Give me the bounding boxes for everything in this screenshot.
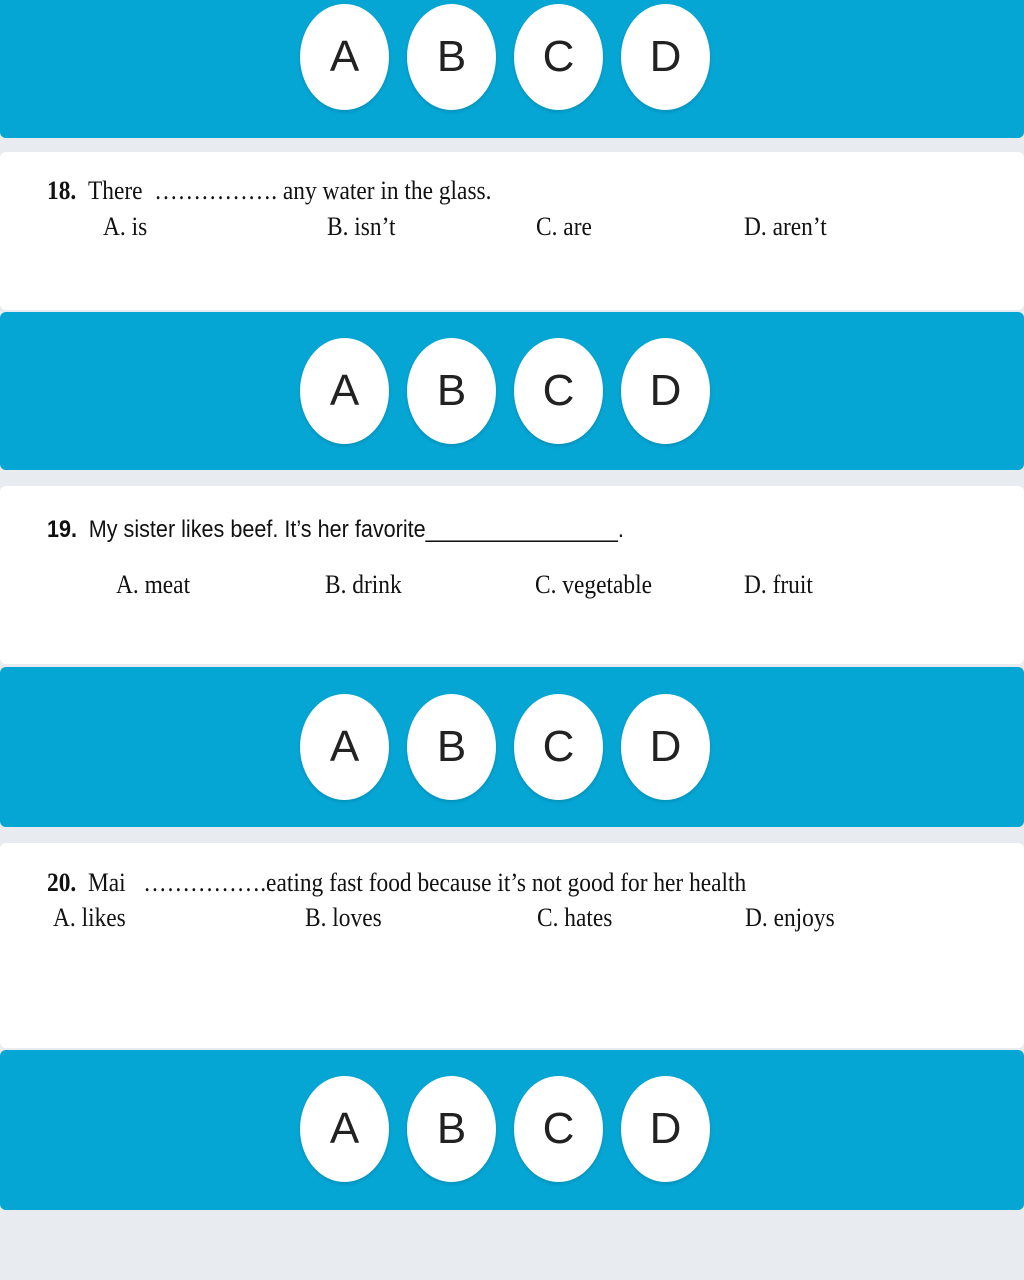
choice-a-button[interactable]: A [300,694,389,800]
option-a: A. meat [116,570,191,599]
option-a: A. is [103,212,148,241]
answer-bar-19 [0,667,1024,827]
option-d: D. enjoys [745,903,835,932]
option-a: A. likes [53,903,126,932]
choice-row [300,1076,712,1184]
choice-d-button[interactable]: D [621,4,710,110]
choice-b-button[interactable]: B [407,694,496,800]
choice-c-button[interactable]: C [514,694,603,800]
question-text [47,514,624,544]
question-card-18 [0,152,1024,310]
question-card-19 [0,486,1024,664]
choice-row [300,338,712,446]
choice-b-button[interactable]: B [407,338,496,444]
option-c: C. hates [537,903,613,932]
answer-bar-18 [0,312,1024,470]
choice-b-button[interactable]: B [407,1076,496,1182]
answer-blank: ……………. [143,868,267,897]
question-number: 18. [47,176,77,205]
choice-c-button[interactable]: C [514,4,603,110]
answer-bar-17 [0,0,1024,138]
answer-blank: ________________ [425,516,618,543]
option-b: B. isn’t [327,212,396,241]
option-d: D. aren’t [744,212,827,241]
option-c: C. vegetable [535,570,652,599]
question-prefix: Mai [87,868,126,897]
choice-d-button[interactable]: D [621,1076,710,1182]
option-b: B. drink [325,570,402,599]
choice-d-button[interactable]: D [621,338,710,444]
choice-c-button[interactable]: C [514,1076,603,1182]
option-d: D. fruit [744,570,813,599]
option-c: C. are [536,212,592,241]
question-card-20 [0,843,1024,1048]
question-number: 19. [47,516,78,543]
choice-row [300,694,712,802]
answer-blank: ……………. [154,176,278,205]
question-end: . [617,516,624,543]
choice-c-button[interactable]: C [514,338,603,444]
choice-a-button[interactable]: A [300,4,389,110]
choice-d-button[interactable]: D [621,694,710,800]
option-b: B. loves [305,903,382,932]
question-text [47,176,492,206]
answer-bar-20 [0,1050,1024,1210]
question-suffix: any water in the glass. [277,176,492,205]
choice-b-button[interactable]: B [407,4,496,110]
choice-a-button[interactable]: A [300,1076,389,1182]
question-suffix: eating fast food because it’s not good for her health [266,868,747,897]
question-prefix: My sister likes beef. It’s her favorite [88,516,426,543]
question-prefix: There [87,176,143,205]
choice-row [300,4,712,112]
choice-a-button[interactable]: A [300,338,389,444]
question-number: 20. [47,868,77,897]
question-text [47,868,746,898]
